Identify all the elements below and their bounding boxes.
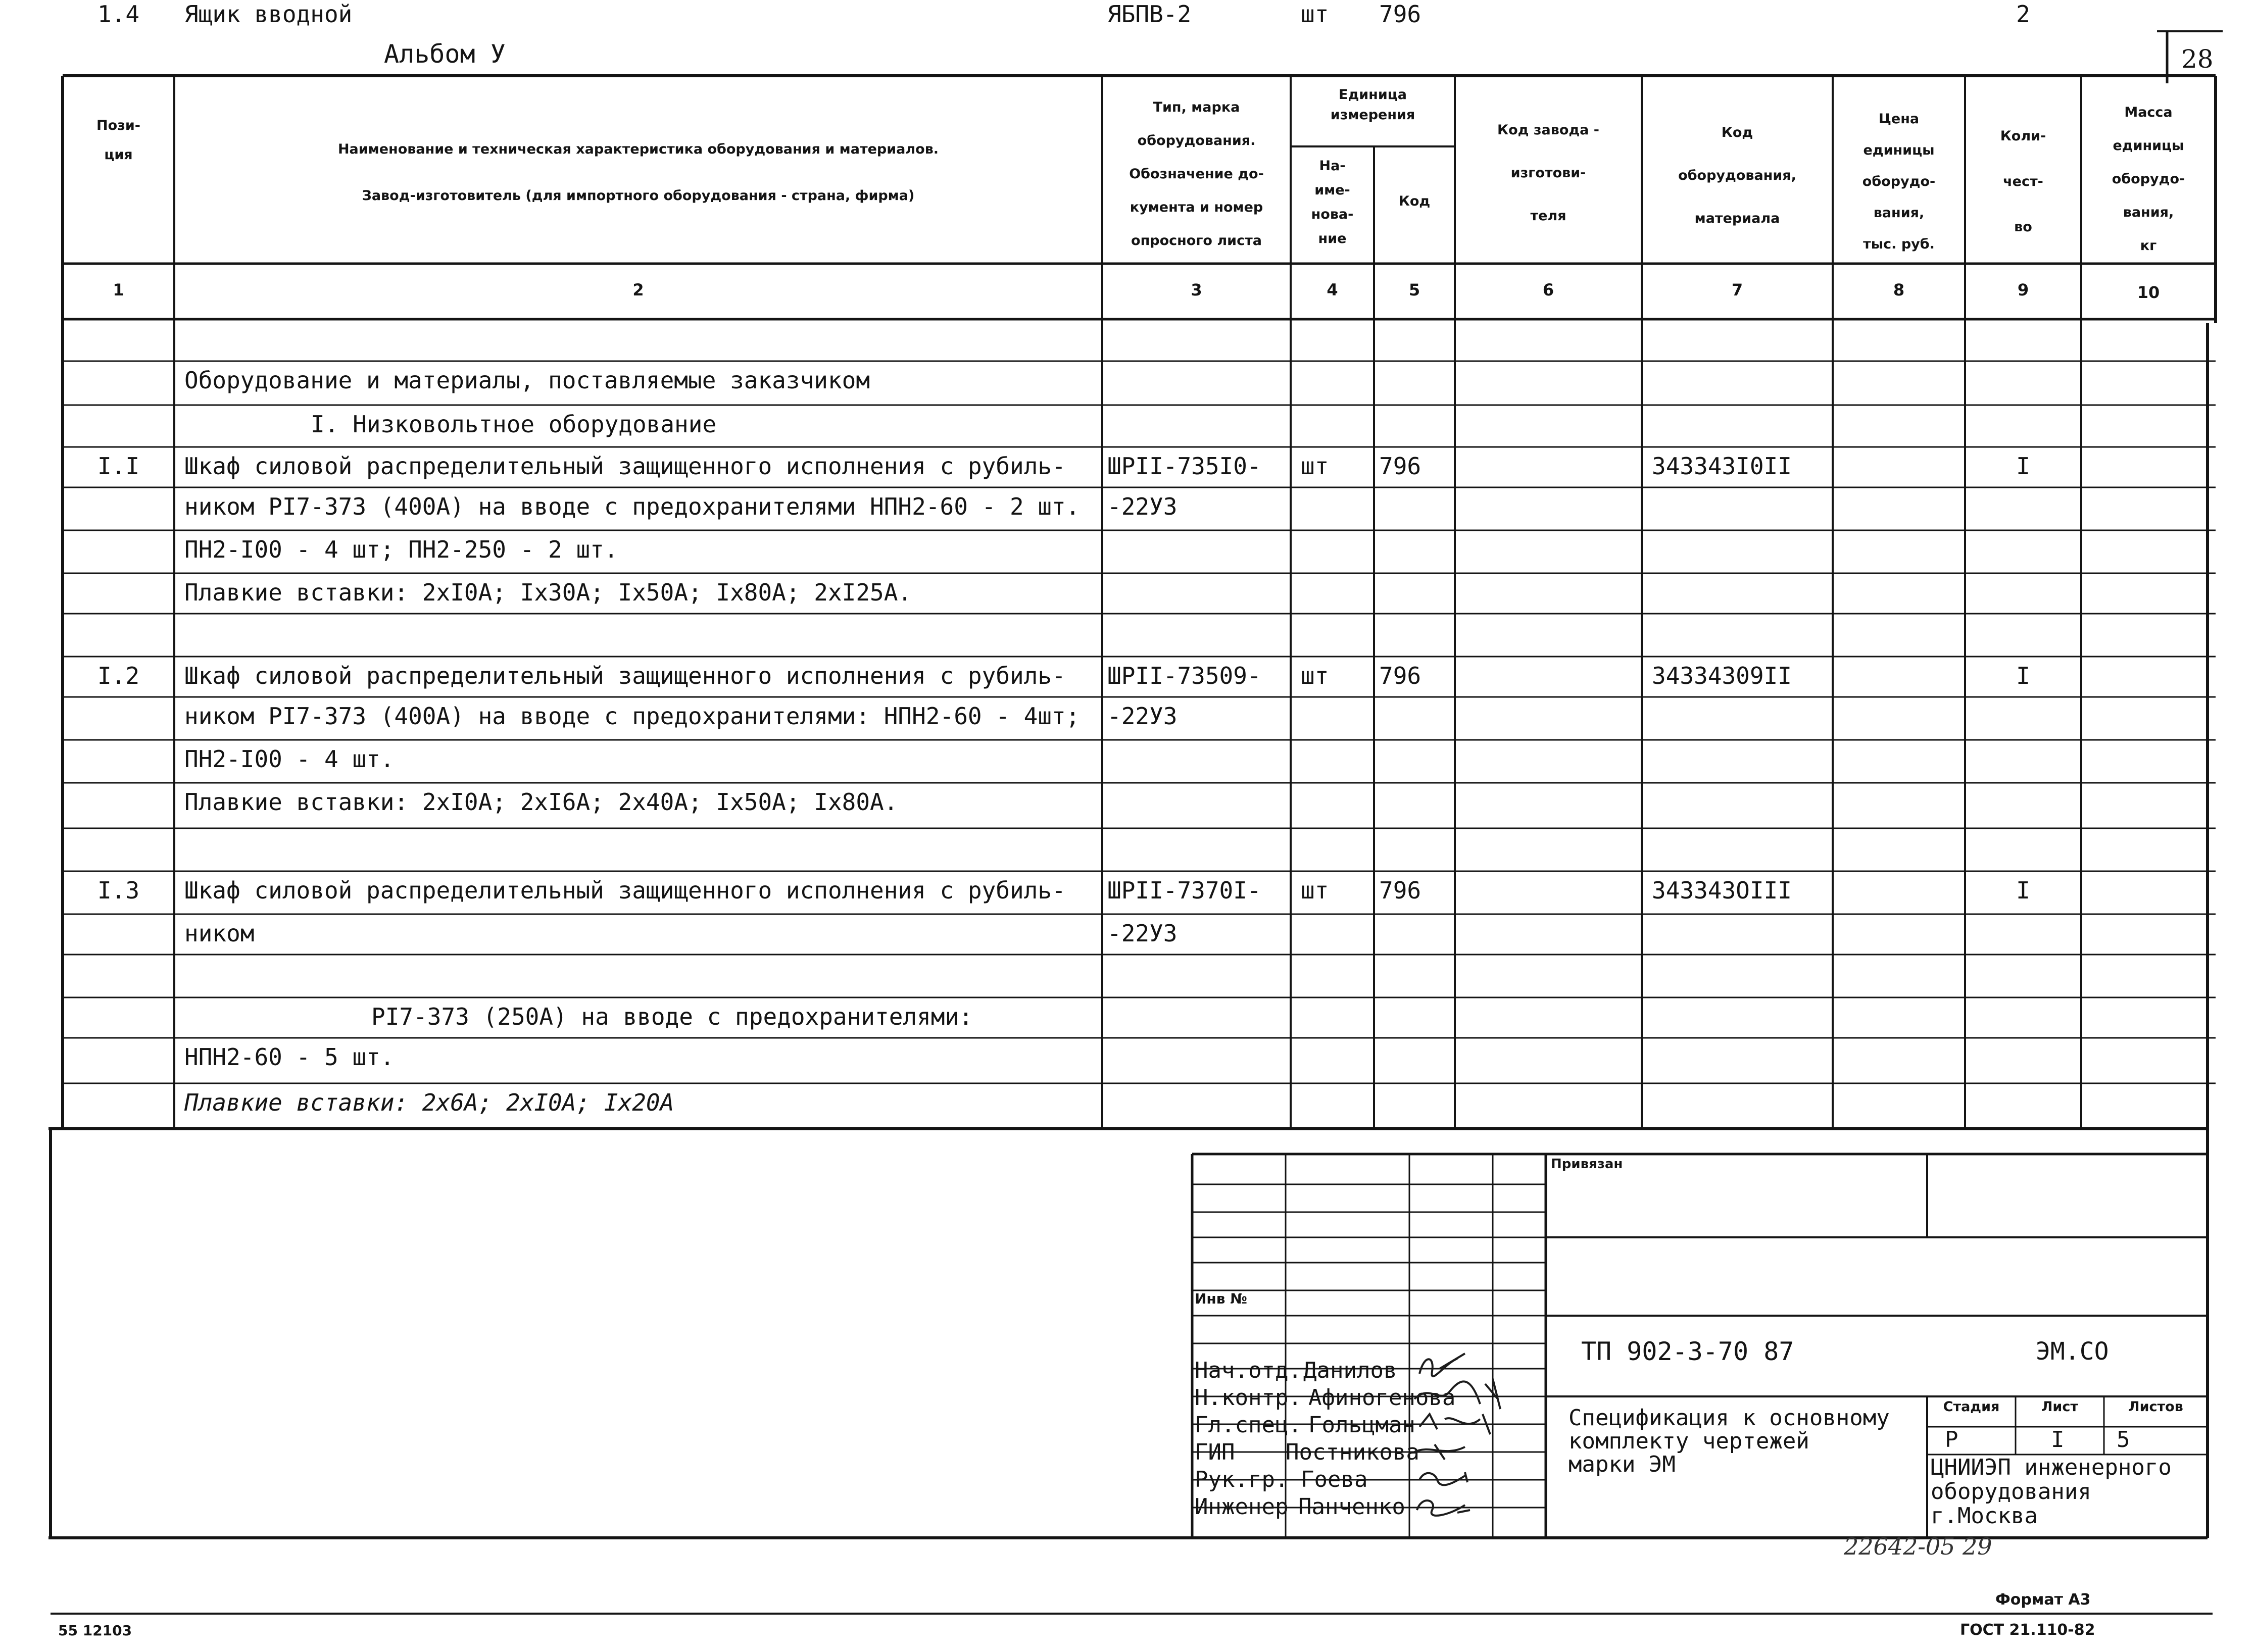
- name-cell: ПН2-I00 - 4 шт; ПН2-250 - 2 шт.: [184, 536, 618, 563]
- staff-name: Панченко: [1298, 1494, 1405, 1520]
- name-cell: Плавкие вставки: 2х6А; 2хI0А; Iх20А: [184, 1089, 674, 1116]
- staff-role: Нач.отд.: [1195, 1358, 1302, 1383]
- col-number: 8: [1893, 280, 1905, 299]
- type-cell: ШРII-7370I-: [1107, 877, 1261, 904]
- type-cell: ШРII-73509-: [1107, 662, 1261, 689]
- col-header-equipment-code: Код оборудования, материала: [1678, 125, 1796, 226]
- equipment-code-cell: 343343I0II: [1652, 453, 1792, 480]
- col-header-position: Пози- ция: [96, 118, 140, 163]
- col-number: 1: [113, 280, 124, 299]
- stage-label: Стадия: [1943, 1399, 2000, 1415]
- signatures: [1409, 1343, 1546, 1538]
- document-title: Спецификация к основному комплекту чертежей марки ЭМ: [1568, 1405, 1890, 1477]
- unit-code-cell: 796: [1379, 1, 1421, 28]
- col-header-unit-group: Единица измерения: [1330, 87, 1415, 123]
- staff-role: Инженер: [1195, 1494, 1289, 1520]
- quantity-cell: I: [2016, 662, 2030, 689]
- sheet-value: I: [2051, 1427, 2065, 1453]
- document-code: ТП 902-3-70 87: [1581, 1337, 1794, 1366]
- position-cell: I.I: [97, 453, 140, 480]
- col-number: 9: [2017, 280, 2029, 299]
- name-cell: Шкаф силовой распределительный защищенного исполнения с рубиль-: [184, 877, 1066, 904]
- col-number: 6: [1542, 280, 1554, 299]
- name-cell: РI7-373 (250А) на вводе с предохранителями:: [371, 1003, 973, 1030]
- unit-code-cell: 796: [1379, 877, 1421, 904]
- col-number: 5: [1408, 280, 1420, 299]
- unit-cell: шт: [1301, 662, 1329, 689]
- equipment-code-cell: 34334309II: [1652, 662, 1792, 689]
- staff-role: ГИП: [1195, 1439, 1235, 1465]
- type-cell: ШРII-735I0-: [1107, 453, 1261, 480]
- col-number: 10: [2137, 283, 2160, 302]
- stage-value: Р: [1945, 1427, 1958, 1453]
- sheet-label: Лист: [2041, 1399, 2078, 1415]
- position-cell: 1.4: [97, 1, 140, 28]
- name-cell: Ящик вводной: [184, 1, 353, 28]
- name-cell: I. Низковольтное оборудование: [311, 411, 717, 438]
- staff-name: Афиногенова: [1308, 1385, 1456, 1411]
- format-label: Формат А3: [1995, 1591, 2091, 1609]
- inv-label: Инв №: [1195, 1290, 1247, 1307]
- unit-cell: шт: [1301, 1, 1329, 28]
- col-header-quantity: Коли- чест- во: [2000, 128, 2046, 235]
- staff-role: Н.контр.: [1195, 1385, 1302, 1411]
- staff-role: Гл.спец.: [1195, 1412, 1302, 1438]
- unit-cell: шт: [1301, 453, 1329, 480]
- document-mark: ЭМ.СО: [2036, 1337, 2109, 1366]
- staff-name: Постникова: [1286, 1439, 1419, 1465]
- privyazan-label: Привязан: [1551, 1157, 1623, 1172]
- staff-name: Гоева: [1301, 1467, 1368, 1492]
- type-cell: -22У3: [1107, 493, 1178, 520]
- unit-code-cell: 796: [1379, 453, 1421, 480]
- col-header-factory-code: Код завода - изготови- теля: [1497, 122, 1599, 224]
- archive-number: 22642-05 29: [1844, 1533, 1992, 1560]
- quantity-cell: I: [2016, 877, 2030, 904]
- gost-label: ГОСТ 21.110-82: [1960, 1621, 2095, 1639]
- type-cell: -22У3: [1107, 703, 1178, 730]
- staff-name: Данилов: [1303, 1358, 1397, 1383]
- staff-role: Рук.гр.: [1195, 1467, 1289, 1492]
- name-cell: ПН2-I00 - 4 шт.: [184, 745, 395, 773]
- name-cell: Шкаф силовой распределительный защищенного исполнения с рубиль-: [184, 662, 1066, 689]
- name-cell: ником РI7-373 (400А) на вводе с предохранителями: НПН2-60 - 4шт;: [184, 703, 1080, 730]
- name-cell: НПН2-60 - 5 шт.: [184, 1043, 395, 1071]
- col-number: 4: [1327, 280, 1338, 299]
- unit-code-cell: 796: [1379, 662, 1421, 689]
- sheet-number: 28: [2181, 44, 2214, 74]
- type-cell: -22У3: [1107, 920, 1178, 947]
- sheets-value: 5: [2117, 1427, 2130, 1453]
- name-cell: Шкаф силовой распределительный защищенного исполнения с рубиль-: [184, 453, 1066, 480]
- unit-cell: шт: [1301, 877, 1329, 904]
- sheets-label: Листов: [2128, 1399, 2183, 1415]
- col-header-price: Цена единицы оборудо- вания, тыс. руб.: [1862, 111, 1936, 252]
- col-number: 3: [1191, 280, 1202, 299]
- name-cell: Плавкие вставки: 2хI0А; 2хI6А; 2х40А; Iх50А; Iх80А.: [184, 788, 898, 816]
- col-number: 7: [1731, 280, 1743, 299]
- name-cell: Оборудование и материалы, поставляемые заказчиком: [184, 367, 870, 394]
- col-header-unit-code: Код: [1398, 193, 1431, 209]
- col-header-unit-name: На- име- нова- ние: [1311, 158, 1354, 246]
- name-cell: Плавкие вставки: 2хI0А; Iх30А; Iх50А; Iх80А; 2хI25А.: [184, 579, 912, 606]
- name-cell: ником РI7-373 (400А) на вводе с предохранителями НПН2-60 - 2 шт.: [184, 493, 1080, 520]
- equipment-code-cell: 343343OIII: [1652, 877, 1792, 904]
- col-header-type: Тип, марка оборудования. Обозначение до- кумента и номер опросного листа: [1129, 99, 1264, 248]
- position-cell: I.2: [97, 662, 140, 689]
- organization: ЦНИИЭП инженерного оборудования г.Москва: [1931, 1455, 2172, 1529]
- album-label: Альбом У: [384, 39, 506, 69]
- position-cell: I.3: [97, 877, 140, 904]
- col-number: 2: [632, 280, 644, 299]
- name-cell: ником: [184, 920, 255, 947]
- col-header-mass: Масса единицы оборудо- вания, кг: [2112, 105, 2185, 254]
- type-cell: ЯБПВ-2: [1107, 1, 1192, 28]
- quantity-cell: 2: [2016, 1, 2030, 28]
- staff-name: Гольцман: [1308, 1412, 1415, 1438]
- col-header-name: Наименование и техническая характеристика оборудования и материалов. Завод-изготовитель (для импортного оборудования - страна, фирма): [337, 141, 939, 204]
- print-code: 55 12103: [58, 1622, 132, 1639]
- quantity-cell: I: [2016, 453, 2030, 480]
